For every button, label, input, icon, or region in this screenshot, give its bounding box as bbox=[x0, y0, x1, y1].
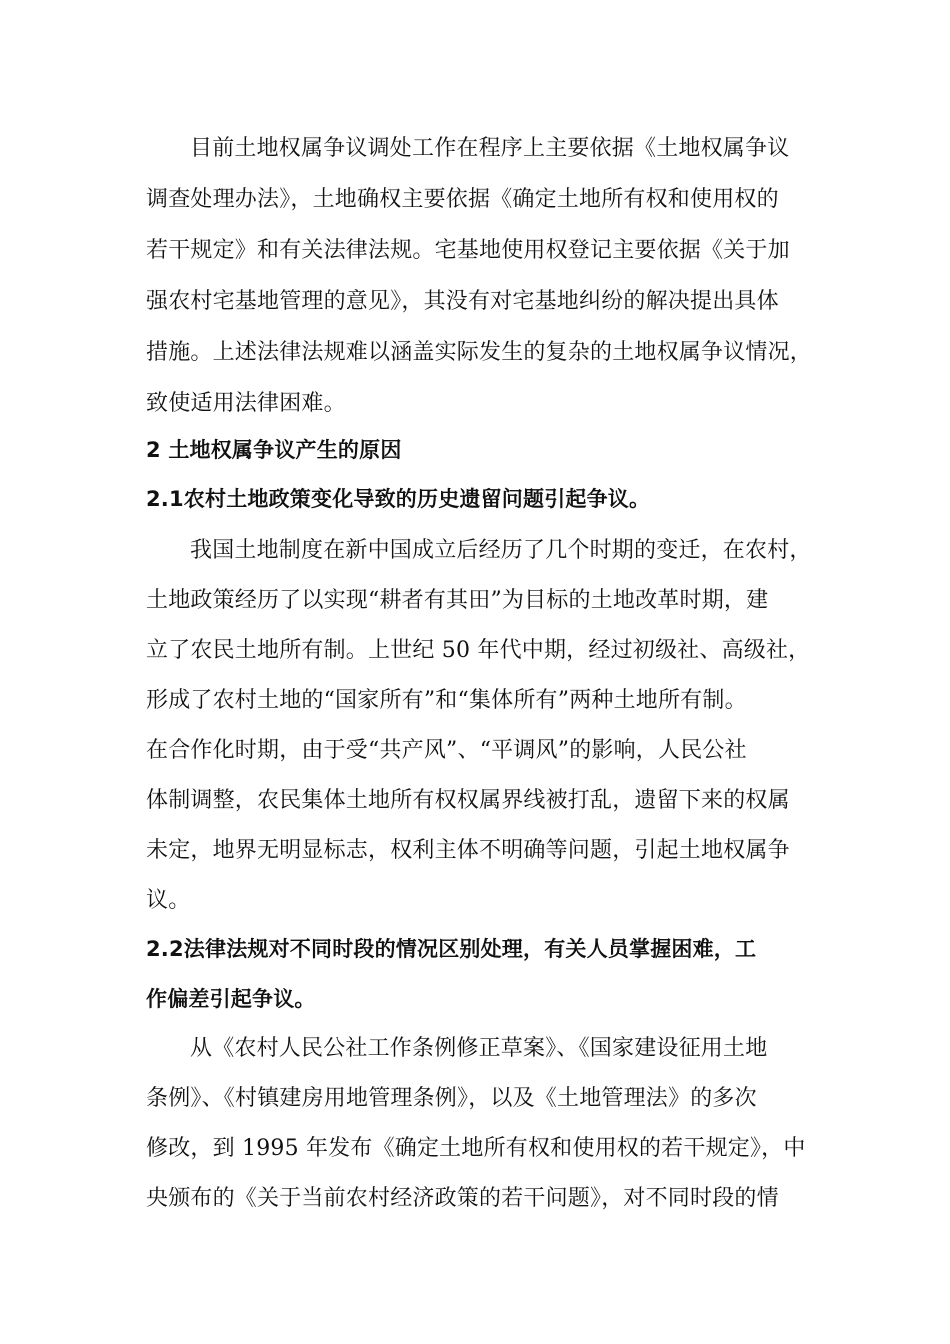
subsection-heading: 作偏差引起争议。 bbox=[146, 987, 316, 1011]
paragraph-line: 目前土地权属争议调处工作在程序上主要依据《土地权属争议 bbox=[190, 136, 790, 161]
subsection-heading: 2.2法律法规对不同时段的情况区别处理，有关人员掌握困难，工 bbox=[146, 937, 757, 961]
paragraph-line: 在合作化时期，由于受“共产风”、“平调风”的影响，人民公社 bbox=[146, 738, 747, 763]
paragraph-line: 强农村宅基地管理的意见》，其没有对宅基地纠纷的解决提出具体 bbox=[146, 289, 779, 314]
paragraph-line: 未定，地界无明显标志，权利主体不明确等问题，引起土地权属争 bbox=[146, 838, 790, 863]
paragraph-line: 体制调整，农民集体土地所有权权属界线被打乱，遗留下来的权属 bbox=[146, 788, 790, 813]
paragraph-line: 央颁布的《关于当前农村经济政策的若干问题》，对不同时段的情 bbox=[146, 1186, 779, 1211]
paragraph-line: 议。 bbox=[146, 888, 191, 913]
paragraph-line: 措施。上述法律法规难以涵盖实际发生的复杂的土地权属争议情况， bbox=[146, 340, 813, 365]
paragraph-line: 形成了农村土地的“国家所有”和“集体所有”两种土地所有制。 bbox=[146, 688, 747, 713]
paragraph-line: 立了农民土地所有制。上世纪 50 年代中期，经过初级社、高级社， bbox=[146, 638, 811, 663]
paragraph-line: 调查处理办法》，土地确权主要依据《确定土地所有权和使用权的 bbox=[146, 187, 779, 212]
subsection-heading: 2.1农村土地政策变化导致的历史遗留问题引起争议。 bbox=[146, 487, 651, 511]
paragraph-line: 致使适用法律困难。 bbox=[146, 391, 346, 416]
paragraph-line: 若干规定》和有关法律法规。宅基地使用权登记主要依据《关于加 bbox=[146, 238, 790, 263]
paragraph-line: 修改，到 1995 年发布《确定土地所有权和使用权的若干规定》，中 bbox=[146, 1136, 806, 1161]
section-heading: 2 土地权属争议产生的原因 bbox=[146, 438, 402, 462]
paragraph-line: 条例》、《村镇建房用地管理条例》，以及《土地管理法》的多次 bbox=[146, 1086, 757, 1111]
paragraph-line: 我国土地制度在新中国成立后经历了几个时期的变迁，在农村， bbox=[190, 538, 812, 563]
paragraph-line: 从《农村人民公社工作条例修正草案》、《国家建设征用土地 bbox=[190, 1036, 768, 1061]
paragraph-line: 土地政策经历了以实现“耕者有其田”为目标的土地改革时期，建 bbox=[146, 588, 769, 613]
